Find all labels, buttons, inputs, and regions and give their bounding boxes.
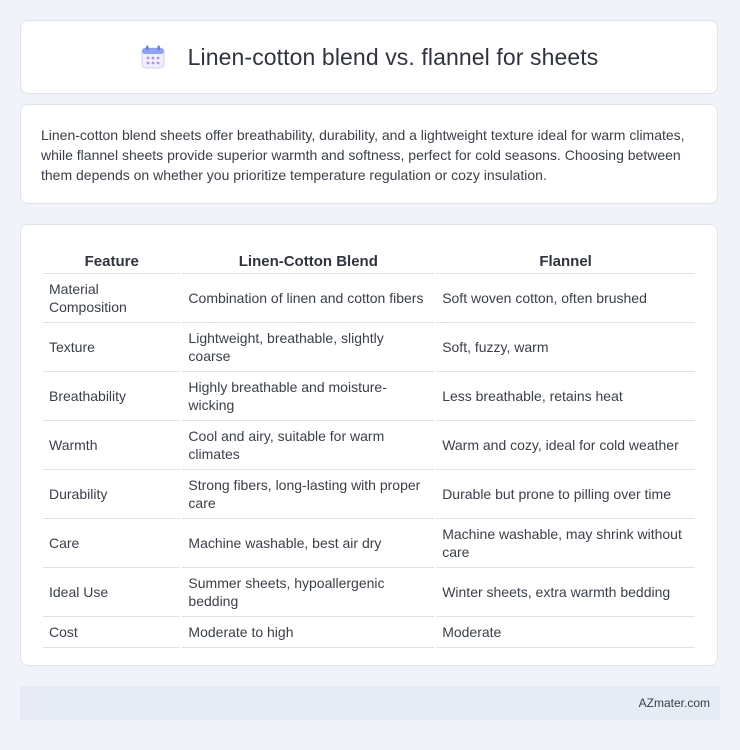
table-cell-feature: Material Composition <box>43 274 180 323</box>
table-cell-feature: Durability <box>43 470 180 519</box>
table-cell-feature: Ideal Use <box>43 568 180 617</box>
table-header-row <box>43 245 695 274</box>
table-cell-linen-cotton: Summer sheets, hypoallergenic bedding <box>182 568 434 617</box>
column-header-flannel: Flannel <box>436 245 695 274</box>
table-cell-flannel: Less breathable, retains heat <box>436 372 695 421</box>
table-cell-flannel: Winter sheets, extra warmth bedding <box>436 568 695 617</box>
table-cell-linen-cotton: Machine washable, best air dry <box>182 519 434 568</box>
table-cell-feature: Cost <box>43 617 180 648</box>
comparison-table-card <box>20 224 718 666</box>
table-row <box>43 470 695 519</box>
comparison-table <box>41 245 697 648</box>
table-row <box>43 568 695 617</box>
table-cell-linen-cotton: Lightweight, breathable, slightly coarse <box>182 323 434 372</box>
table-row <box>43 372 695 421</box>
page-title: Linen-cotton blend vs. flannel for sheets <box>187 43 599 70</box>
table-row <box>43 274 695 323</box>
intro-paragraph: Linen-cotton blend sheets offer breathability, durability, and a lightweight texture ideal for warm climates, while flannel sheets provide superior warmth and softness, perfect for cold seasons. Choosing between them depends on whether you prioritize temperature regulation or cozy insulation. <box>41 127 685 183</box>
table-cell-feature: Warmth <box>43 421 180 470</box>
table-cell-linen-cotton: Cool and airy, suitable for warm climates <box>182 421 434 470</box>
table-cell-linen-cotton: Moderate to high <box>182 617 434 648</box>
intro-card <box>20 104 718 204</box>
table-cell-linen-cotton: Highly breathable and moisture-wicking <box>182 372 434 421</box>
table-cell-feature: Breathability <box>43 372 180 421</box>
footer-bar <box>20 686 720 720</box>
table-cell-flannel: Machine washable, may shrink without care <box>436 519 695 568</box>
table-cell-flannel: Warm and cozy, ideal for cold weather <box>436 421 695 470</box>
table-row <box>43 323 695 372</box>
table-cell-flannel: Durable but prone to pilling over time <box>436 470 695 519</box>
title-card <box>20 20 718 94</box>
column-header-linen-cotton: Linen-Cotton Blend <box>182 245 434 274</box>
table-cell-flannel: Moderate <box>436 617 695 648</box>
table-row <box>43 519 695 568</box>
table-row <box>43 617 695 648</box>
table-cell-flannel: Soft woven cotton, often brushed <box>436 274 695 323</box>
table-cell-linen-cotton: Strong fibers, long-lasting with proper care <box>182 470 434 519</box>
footer-brand-link[interactable]: AZmater.com <box>638 696 710 710</box>
column-header-feature: Feature <box>43 245 180 274</box>
table-cell-linen-cotton: Combination of linen and cotton fibers <box>182 274 434 323</box>
calendar-icon <box>140 44 166 70</box>
table-cell-feature: Texture <box>43 323 180 372</box>
table-row <box>43 421 695 470</box>
table-cell-feature: Care <box>43 519 180 568</box>
table-cell-flannel: Soft, fuzzy, warm <box>436 323 695 372</box>
